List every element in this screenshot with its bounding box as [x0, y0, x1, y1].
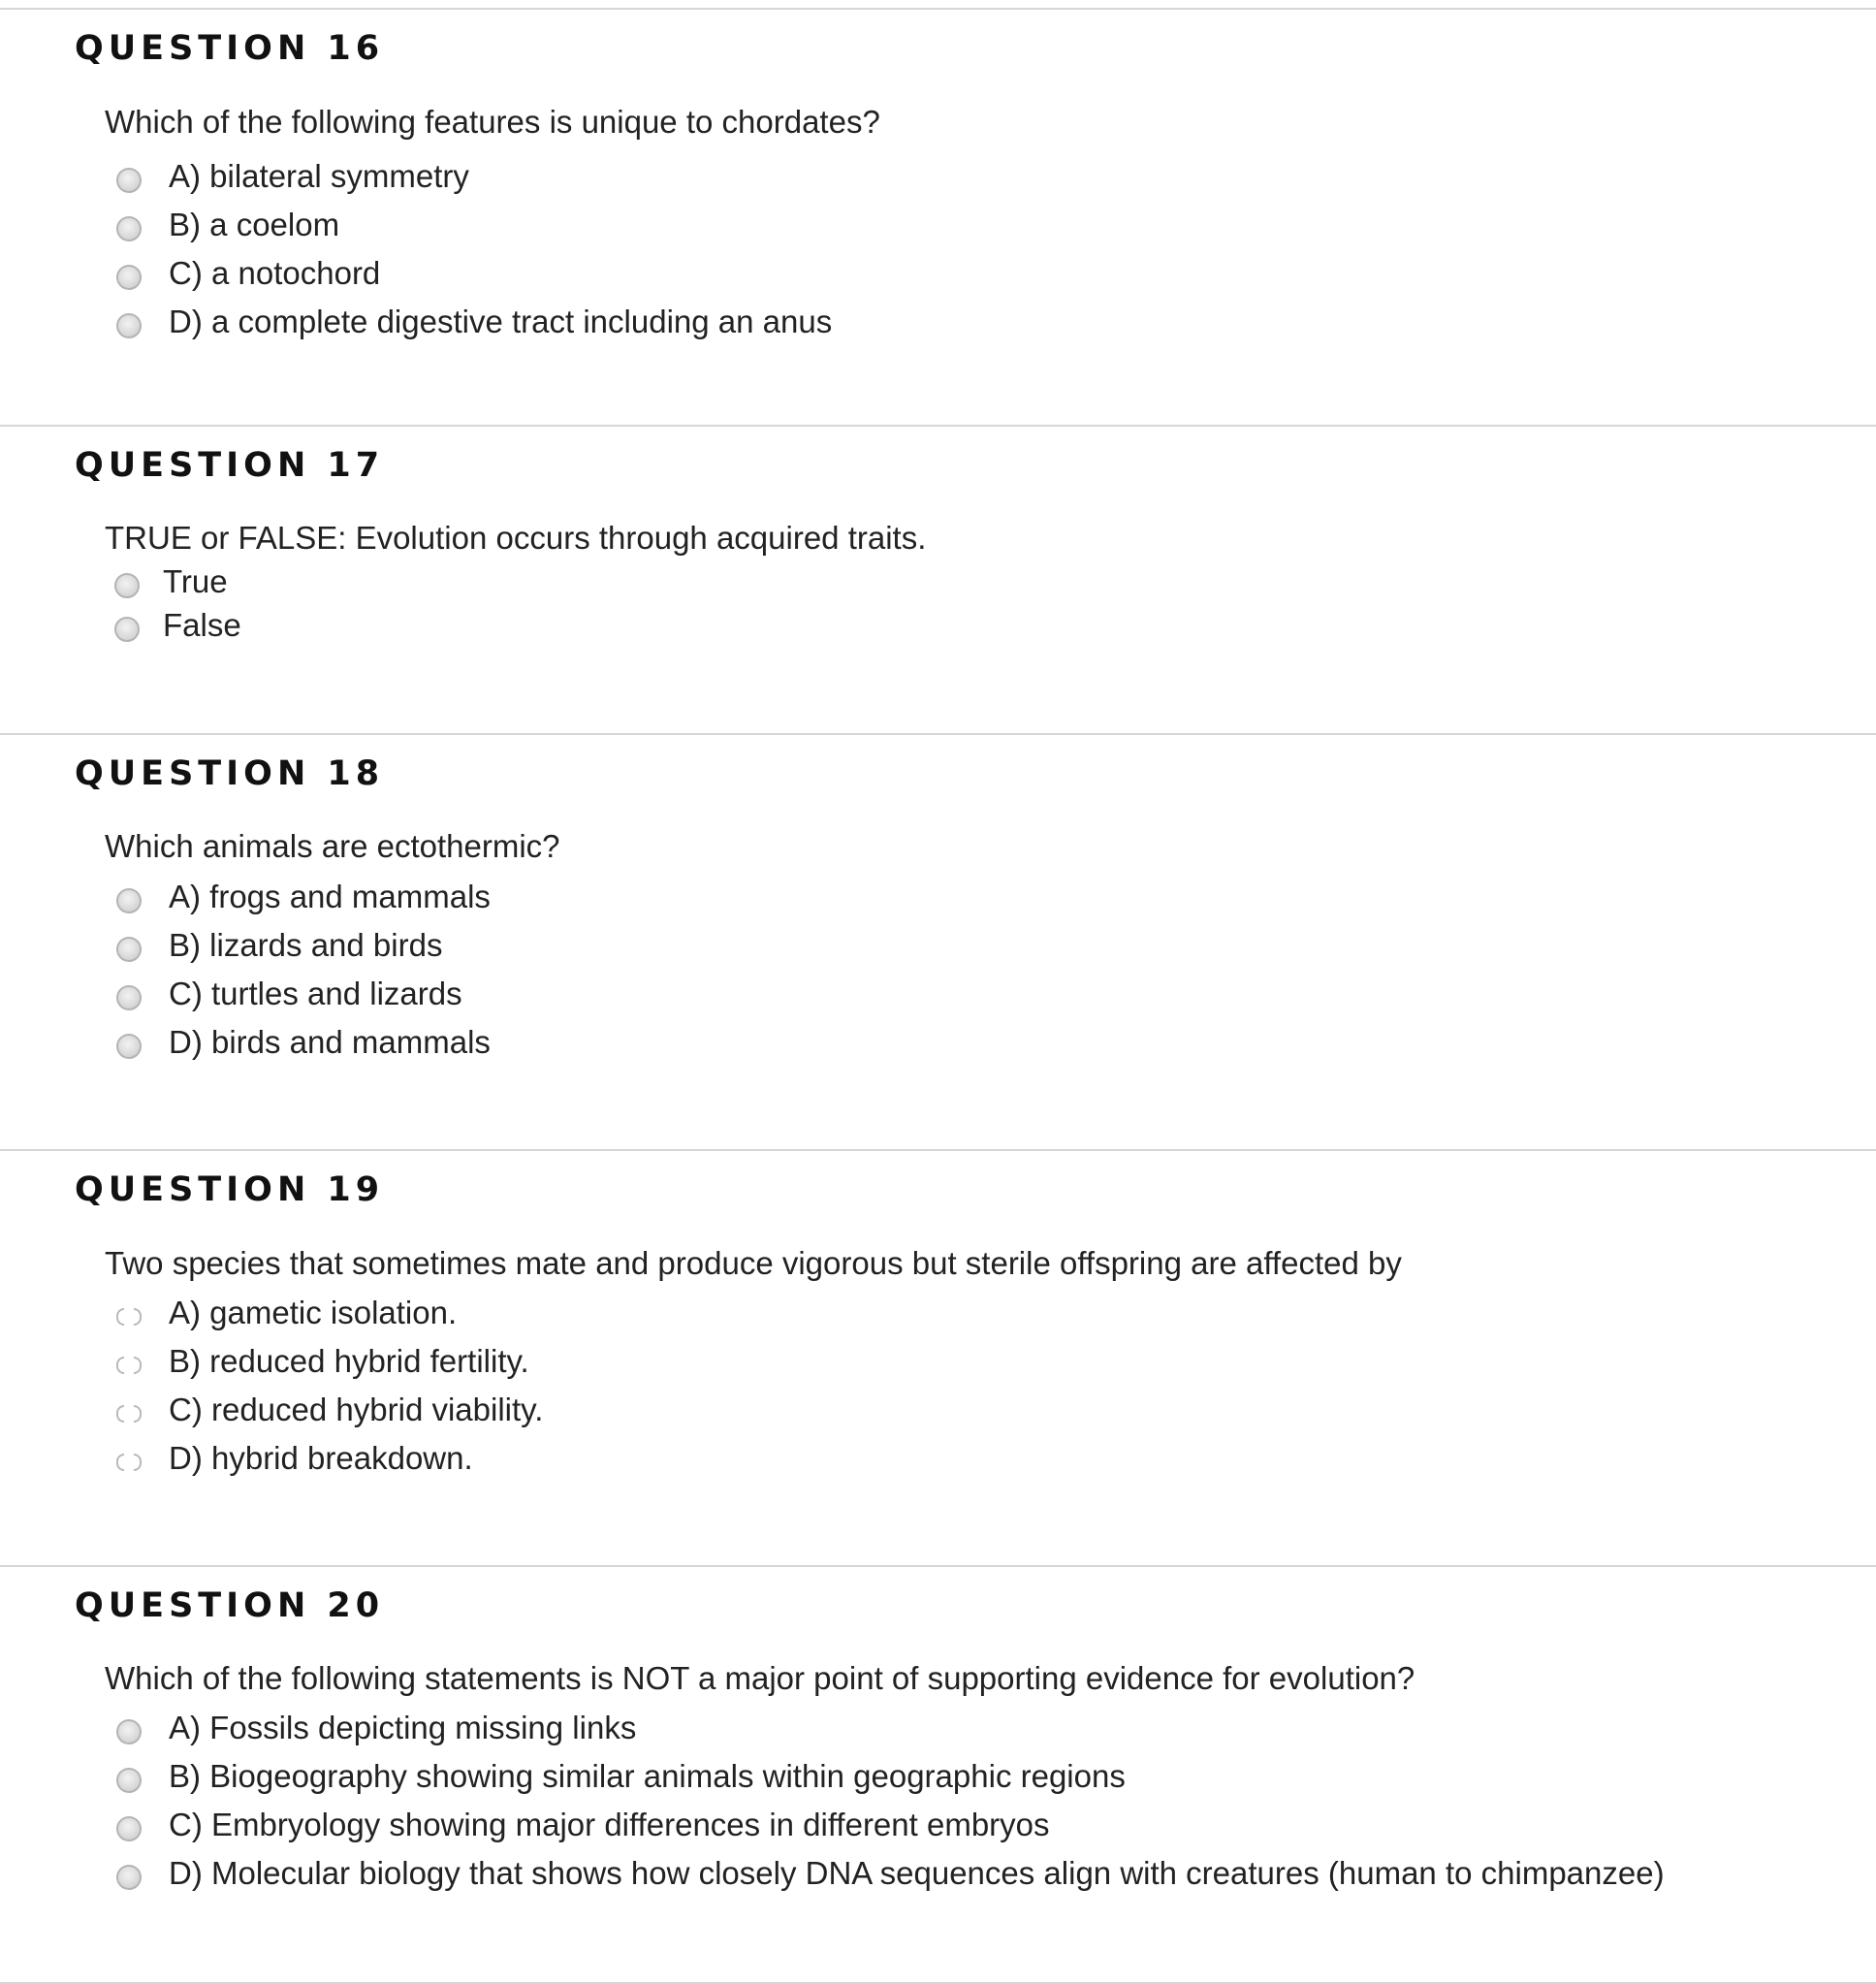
- question-17: [0, 425, 1876, 734]
- radio-button[interactable]: [116, 1719, 142, 1744]
- question-title: QUESTION 20: [75, 1586, 385, 1625]
- radio-button[interactable]: [114, 573, 140, 598]
- radio-button[interactable]: [116, 168, 142, 193]
- option-label: D) birds and mammals: [169, 1024, 491, 1060]
- question-text: Which of the following features is unique to chordates?: [105, 104, 880, 140]
- option-false[interactable]: [114, 603, 241, 647]
- option-true[interactable]: [114, 560, 241, 603]
- question-title: QUESTION 17: [75, 446, 385, 485]
- option-a[interactable]: [116, 152, 832, 201]
- option-a[interactable]: [116, 873, 491, 921]
- answer-options: [116, 873, 491, 1067]
- option-label: D) hybrid breakdown.: [169, 1440, 473, 1476]
- option-d[interactable]: [116, 1434, 543, 1483]
- question-20: [0, 1565, 1876, 1984]
- option-label: A) Fossils depicting missing links: [169, 1710, 637, 1745]
- radio-button[interactable]: [116, 313, 142, 338]
- question-text: TRUE or FALSE: Evolution occurs through acquired traits.: [105, 520, 927, 556]
- radio-button[interactable]: [116, 1865, 142, 1890]
- radio-button[interactable]: [116, 1304, 142, 1329]
- option-label: D) a complete digestive tract including an anus: [169, 304, 833, 339]
- question-18: [0, 733, 1876, 1151]
- option-label: C) turtles and lizards: [169, 976, 462, 1011]
- radio-button[interactable]: [114, 617, 140, 642]
- question-text: Which animals are ectothermic?: [105, 828, 560, 864]
- option-label: D) Molecular biology that shows how closely DNA sequences align with creatures (human to chimpanzee): [169, 1855, 1665, 1891]
- option-d[interactable]: [116, 1018, 491, 1067]
- option-b[interactable]: [116, 1752, 1665, 1801]
- question-19: [0, 1149, 1876, 1567]
- answer-options: [116, 1704, 1665, 1898]
- option-label: C) reduced hybrid viability.: [169, 1392, 544, 1427]
- option-label: C) Embryology showing major differences in different embryos: [169, 1807, 1050, 1842]
- option-label: True: [163, 562, 228, 599]
- option-label: B) Biogeography showing similar animals within geographic regions: [169, 1758, 1126, 1794]
- radio-button[interactable]: [116, 265, 142, 290]
- option-label: C) a notochord: [169, 255, 381, 291]
- option-label: A) gametic isolation.: [169, 1295, 458, 1330]
- option-c[interactable]: [116, 1801, 1665, 1849]
- option-label: B) reduced hybrid fertility.: [169, 1343, 529, 1379]
- radio-button[interactable]: [116, 216, 142, 241]
- question-16: [0, 8, 1876, 426]
- radio-button[interactable]: [116, 1353, 142, 1378]
- option-d[interactable]: [116, 1849, 1665, 1898]
- radio-button[interactable]: [116, 1401, 142, 1426]
- radio-button[interactable]: [116, 1816, 142, 1841]
- option-a[interactable]: [116, 1289, 543, 1337]
- radio-button[interactable]: [116, 1450, 142, 1475]
- question-title: QUESTION 18: [75, 754, 385, 793]
- option-b[interactable]: [116, 201, 832, 249]
- option-b[interactable]: [116, 1337, 543, 1386]
- option-label: A) bilateral symmetry: [169, 158, 469, 194]
- radio-button[interactable]: [116, 888, 142, 913]
- option-c[interactable]: [116, 1386, 543, 1434]
- radio-button[interactable]: [116, 1034, 142, 1059]
- option-c[interactable]: [116, 970, 491, 1018]
- question-title: QUESTION 16: [75, 29, 385, 68]
- option-d[interactable]: [116, 298, 832, 346]
- answer-options: [116, 1289, 543, 1483]
- answer-options: [114, 560, 241, 647]
- option-b[interactable]: [116, 921, 491, 970]
- question-text: Which of the following statements is NOT a major point of supporting evidence for evolution?: [105, 1660, 1415, 1696]
- question-title: QUESTION 19: [75, 1170, 385, 1209]
- option-label: B) lizards and birds: [169, 927, 443, 963]
- option-label: False: [163, 606, 241, 643]
- radio-button[interactable]: [116, 1768, 142, 1793]
- question-text: Two species that sometimes mate and produce vigorous but sterile offspring are affected by: [105, 1245, 1402, 1281]
- option-a[interactable]: [116, 1704, 1665, 1752]
- radio-button[interactable]: [116, 937, 142, 962]
- radio-button[interactable]: [116, 985, 142, 1010]
- option-label: B) a coelom: [169, 207, 340, 242]
- option-label: A) frogs and mammals: [169, 879, 491, 914]
- answer-options: [116, 152, 832, 346]
- option-c[interactable]: [116, 249, 832, 298]
